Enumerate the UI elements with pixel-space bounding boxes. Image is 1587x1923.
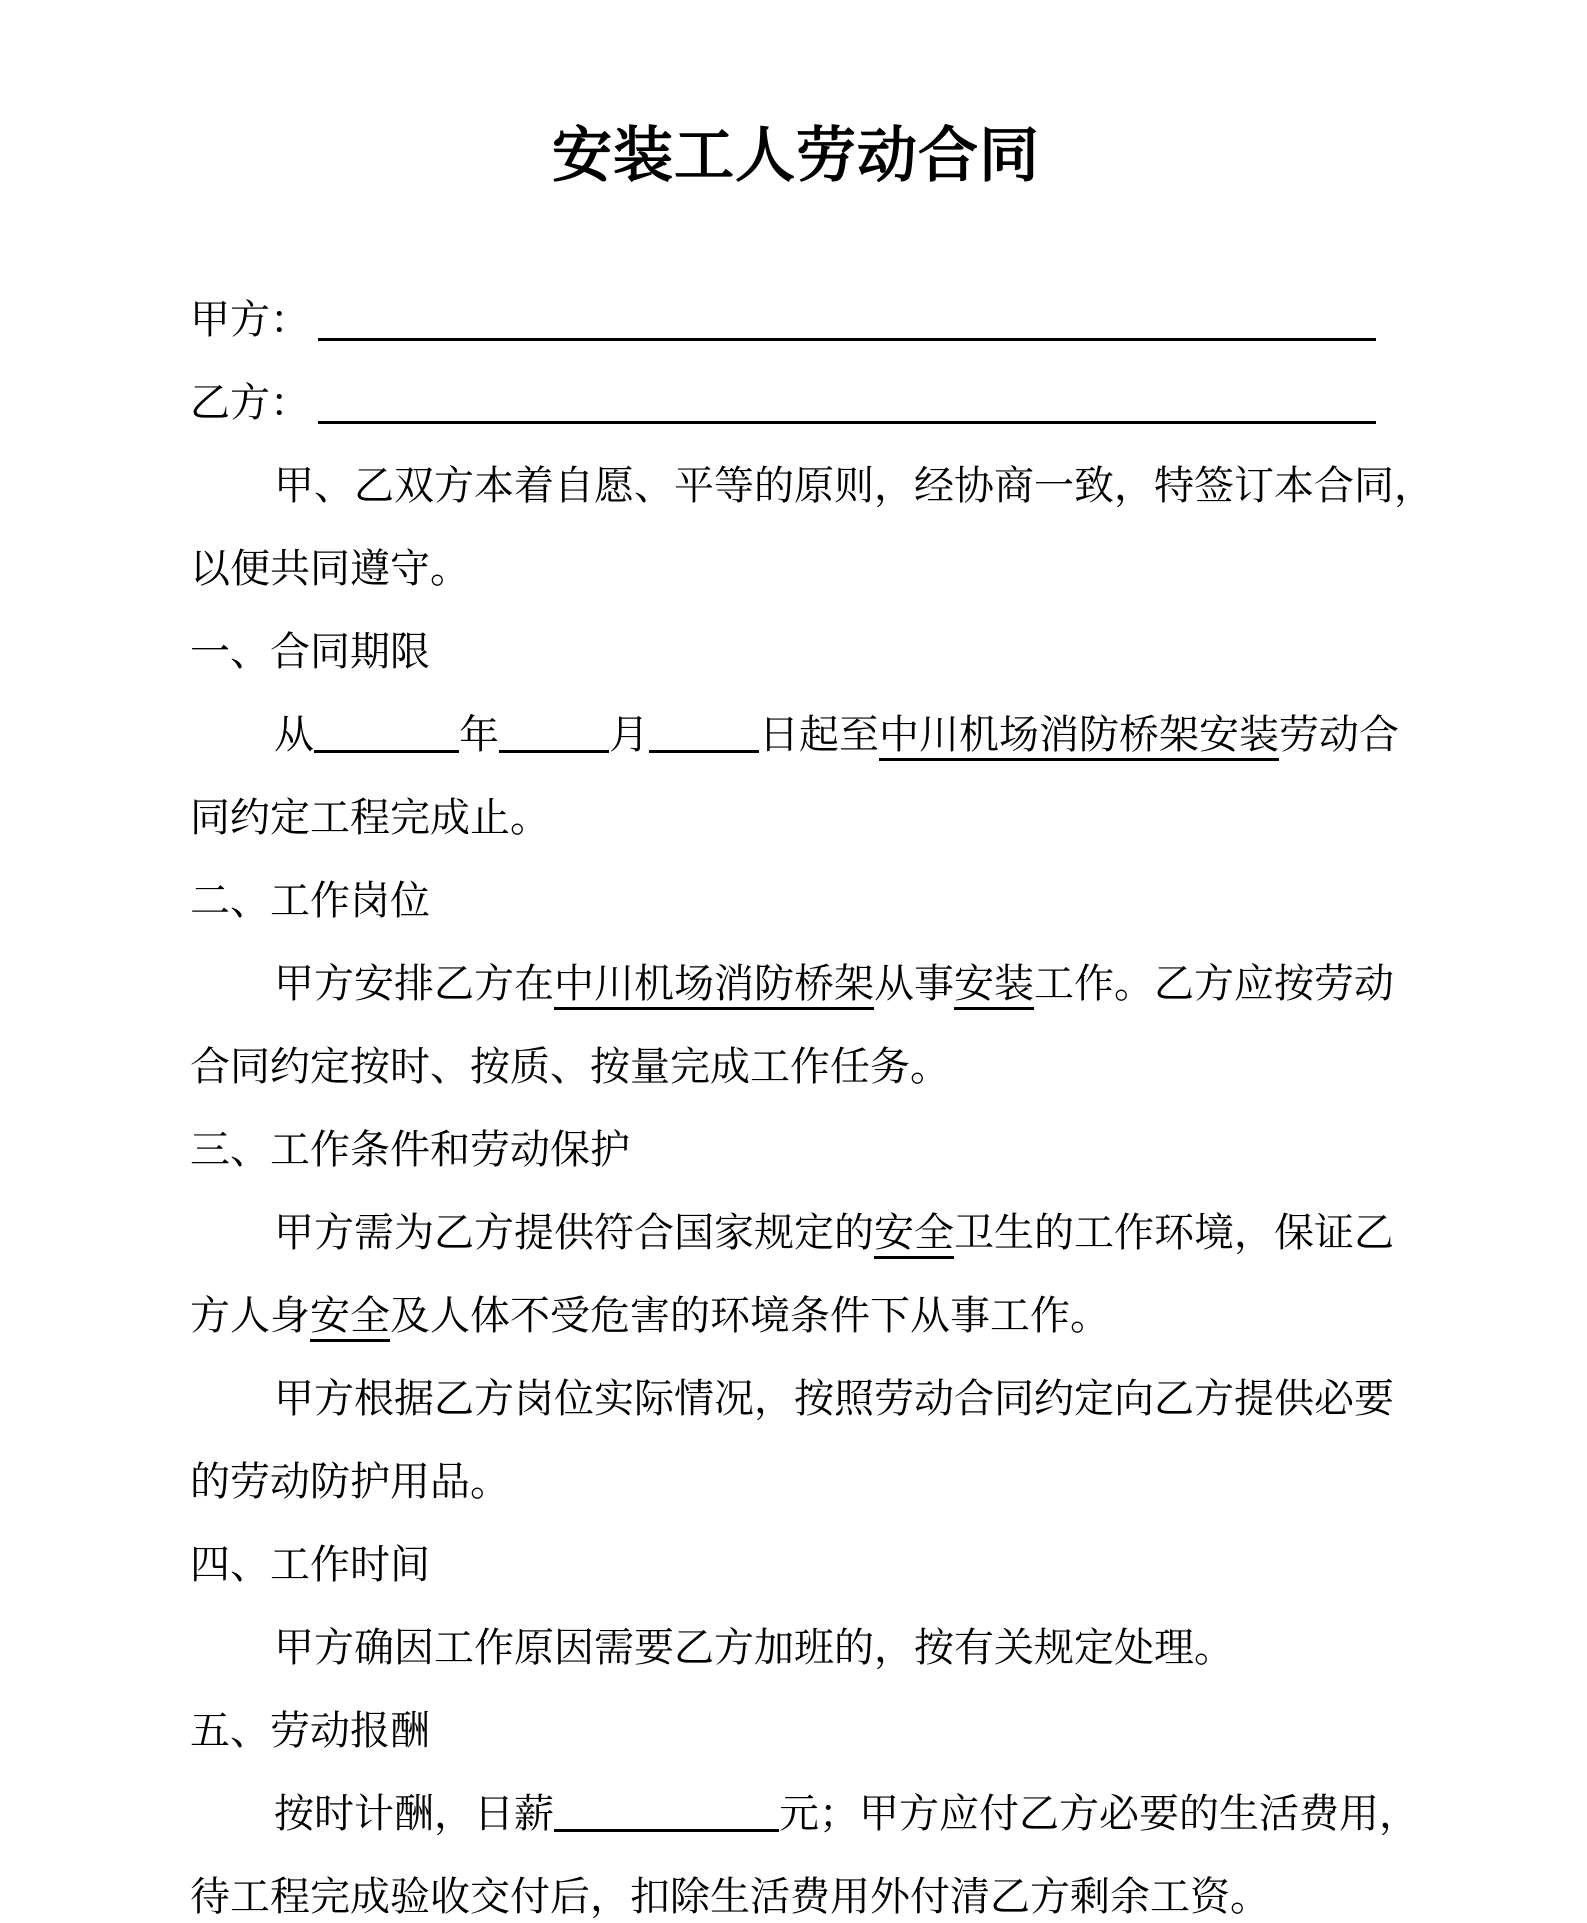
contract-content bbox=[0, 118, 1587, 1923]
section-4-heading: 四、工作时间 bbox=[190, 1542, 430, 1587]
section-2-underlined-job: 安装 bbox=[954, 961, 1034, 1010]
section-1-line-2: 同约定工程完成止。 bbox=[190, 795, 550, 840]
intro-line-1: 甲、乙双方本着自愿、平等的原则，经协商一致，特签订本合同， bbox=[274, 463, 1434, 508]
section-2-seg-3: 工作。乙方应按劳动 bbox=[1034, 961, 1394, 1006]
section-3-para-2-line-1: 甲方根据乙方岗位实际情况，按照劳动合同约定向乙方提供必要 bbox=[274, 1376, 1394, 1421]
section-2-heading: 二、工作岗位 bbox=[190, 878, 430, 923]
section-3-heading: 三、工作条件和劳动保护 bbox=[190, 1127, 630, 1172]
section-3-p1l2-seg-2: 及人体不受危害的环境条件下从事工作。 bbox=[390, 1293, 1110, 1338]
section-1-seg-3: 月 bbox=[609, 712, 649, 757]
section-3-p1l2-underlined-safety: 安全 bbox=[310, 1293, 390, 1342]
party-a-blank-line bbox=[318, 338, 1376, 341]
intro-line-2: 以便共同遵守。 bbox=[190, 546, 470, 591]
party-b-row bbox=[190, 361, 1402, 444]
section-5-line-2: 待工程完成验收交付后，扣除生活费用外付清乙方剩余工资。 bbox=[190, 1874, 1270, 1919]
section-4-para-1: 甲方确因工作原因需要乙方加班的，按有关规定处理。 bbox=[274, 1625, 1234, 1670]
section-1-seg-2: 年 bbox=[459, 712, 499, 757]
section-3-para-1-line-2 bbox=[190, 1274, 1402, 1357]
party-a-label: 甲方： bbox=[190, 297, 310, 342]
section-5-line-1 bbox=[190, 1772, 1419, 1855]
section-5-heading: 五、劳动报酬 bbox=[190, 1708, 430, 1753]
month-blank-line bbox=[499, 720, 609, 753]
section-3-p1-underlined-safety: 安全 bbox=[874, 1210, 954, 1259]
section-2-seg-1: 甲方安排乙方在 bbox=[274, 961, 554, 1006]
section-2-line-2: 合同约定按时、按质、按量完成工作任务。 bbox=[190, 1044, 950, 1089]
section-2-line-1 bbox=[190, 942, 1402, 1025]
day-blank-line bbox=[649, 720, 759, 753]
section-1-heading: 一、合同期限 bbox=[190, 629, 430, 674]
section-1-seg-5: 劳动合 bbox=[1279, 712, 1399, 757]
party-b-blank-line bbox=[318, 421, 1376, 424]
section-5-seg-2: 元；甲方应付乙方必要的生活费用， bbox=[779, 1791, 1419, 1836]
year-blank-line bbox=[314, 720, 459, 753]
party-b-label: 乙方： bbox=[190, 380, 310, 425]
section-1-seg-1: 从 bbox=[274, 712, 314, 757]
contract-title: 安装工人劳动合同 bbox=[552, 123, 1040, 189]
section-3-para-1-line-1 bbox=[190, 1191, 1402, 1274]
section-3-p1l2-seg-1: 方人身 bbox=[190, 1293, 310, 1338]
party-a-row bbox=[190, 278, 1402, 361]
section-1-line-1 bbox=[190, 693, 1402, 776]
section-3-p1-seg-1: 甲方需为乙方提供符合国家规定的 bbox=[274, 1210, 874, 1255]
daily-wage-blank-line bbox=[554, 1799, 779, 1832]
section-3-p1-seg-2: 卫生的工作环境，保证乙 bbox=[954, 1210, 1394, 1255]
section-5-seg-1: 按时计酬，日薪 bbox=[274, 1791, 554, 1836]
section-3-para-2-line-2: 的劳动防护用品。 bbox=[190, 1459, 510, 1504]
section-1-seg-4: 日起至 bbox=[759, 712, 879, 757]
section-1-underlined-project: 中川机场消防桥架安装 bbox=[879, 712, 1279, 761]
section-2-seg-2: 从事 bbox=[874, 961, 954, 1006]
section-2-underlined-location: 中川机场消防桥架 bbox=[554, 961, 874, 1010]
contract-body bbox=[190, 278, 1434, 1923]
